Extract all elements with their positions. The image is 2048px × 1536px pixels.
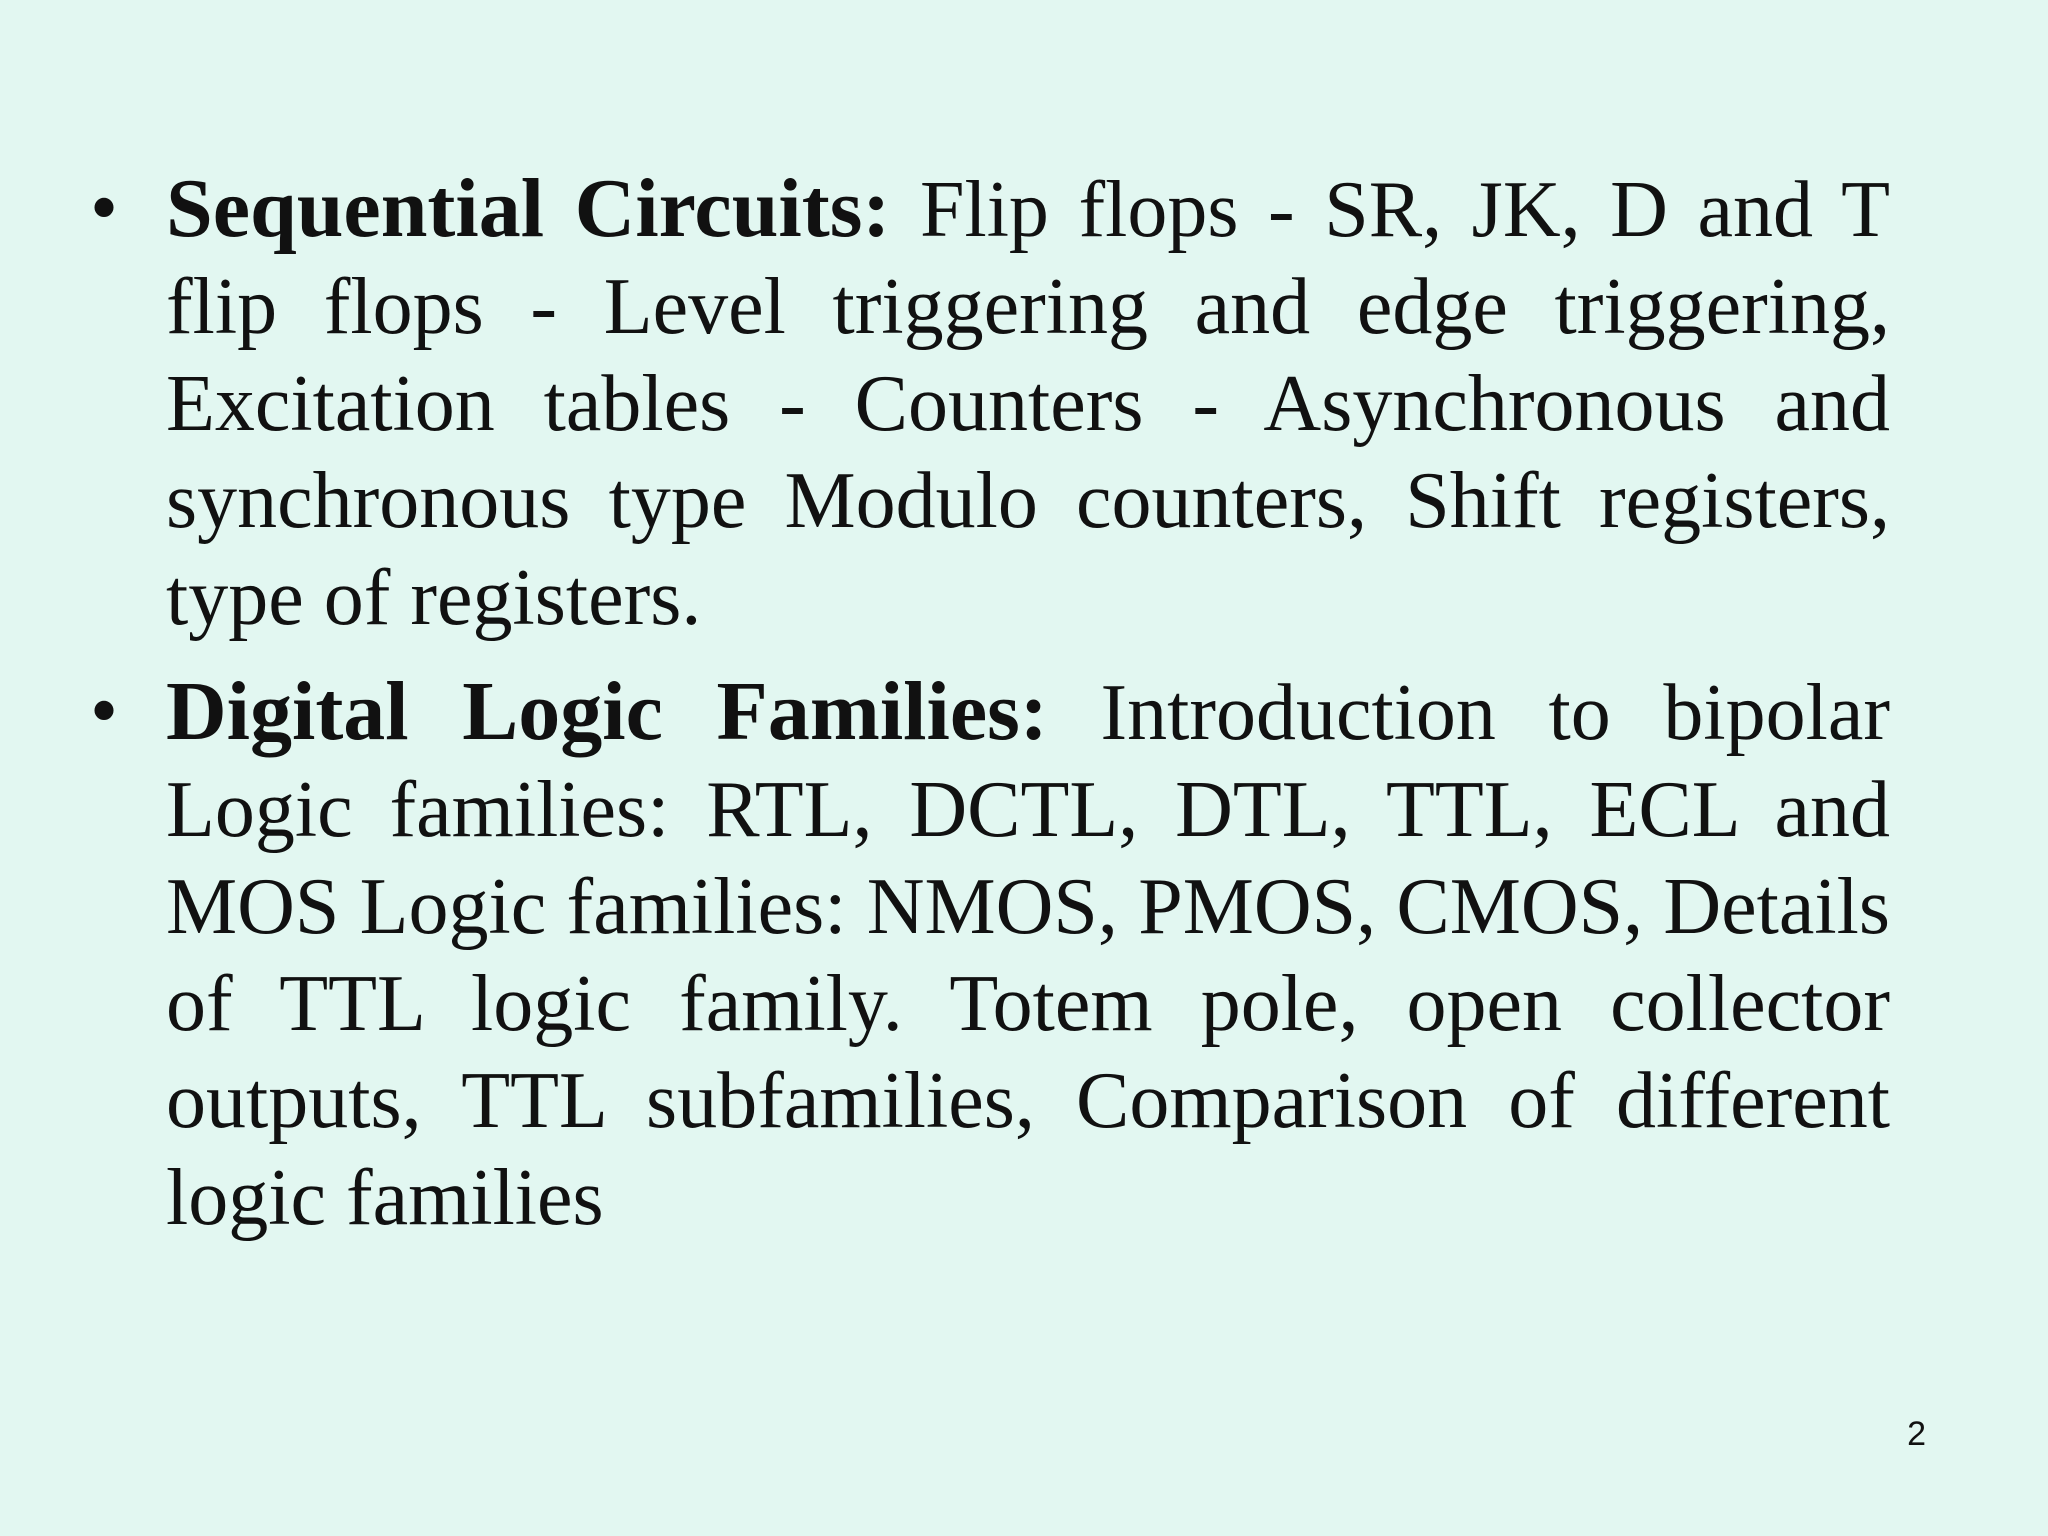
bullet-item-sequential-circuits <box>90 160 1890 647</box>
bullet-text: Flip flops - SR, JK, D and T flip flops - Level triggering and edge triggering, Excitation tables - Counters - Asynchronous and synchronous type Modulo counters, Shift registers, type of registers. <box>166 166 1891 642</box>
bullet-marker: • <box>90 164 119 252</box>
bullet-text: Introduction to bipolar Logic families: RTL, DCTL, DTL, TTL, ECL and MOS Logic families: NMOS, PMOS, CMOS, Details of TTL logic family. Totem pole, open collector outputs, TTL subfamilies, Comparison of different logic families <box>166 669 1891 1242</box>
page-number: 2 <box>1907 1415 1926 1453</box>
bullet-item-digital-logic-families <box>90 663 1890 1247</box>
bullet-marker: • <box>90 667 119 755</box>
bullet-heading: Sequential Circuits: <box>166 162 891 255</box>
bullet-list <box>90 160 1890 1263</box>
bullet-heading: Digital Logic Families: <box>166 665 1048 758</box>
